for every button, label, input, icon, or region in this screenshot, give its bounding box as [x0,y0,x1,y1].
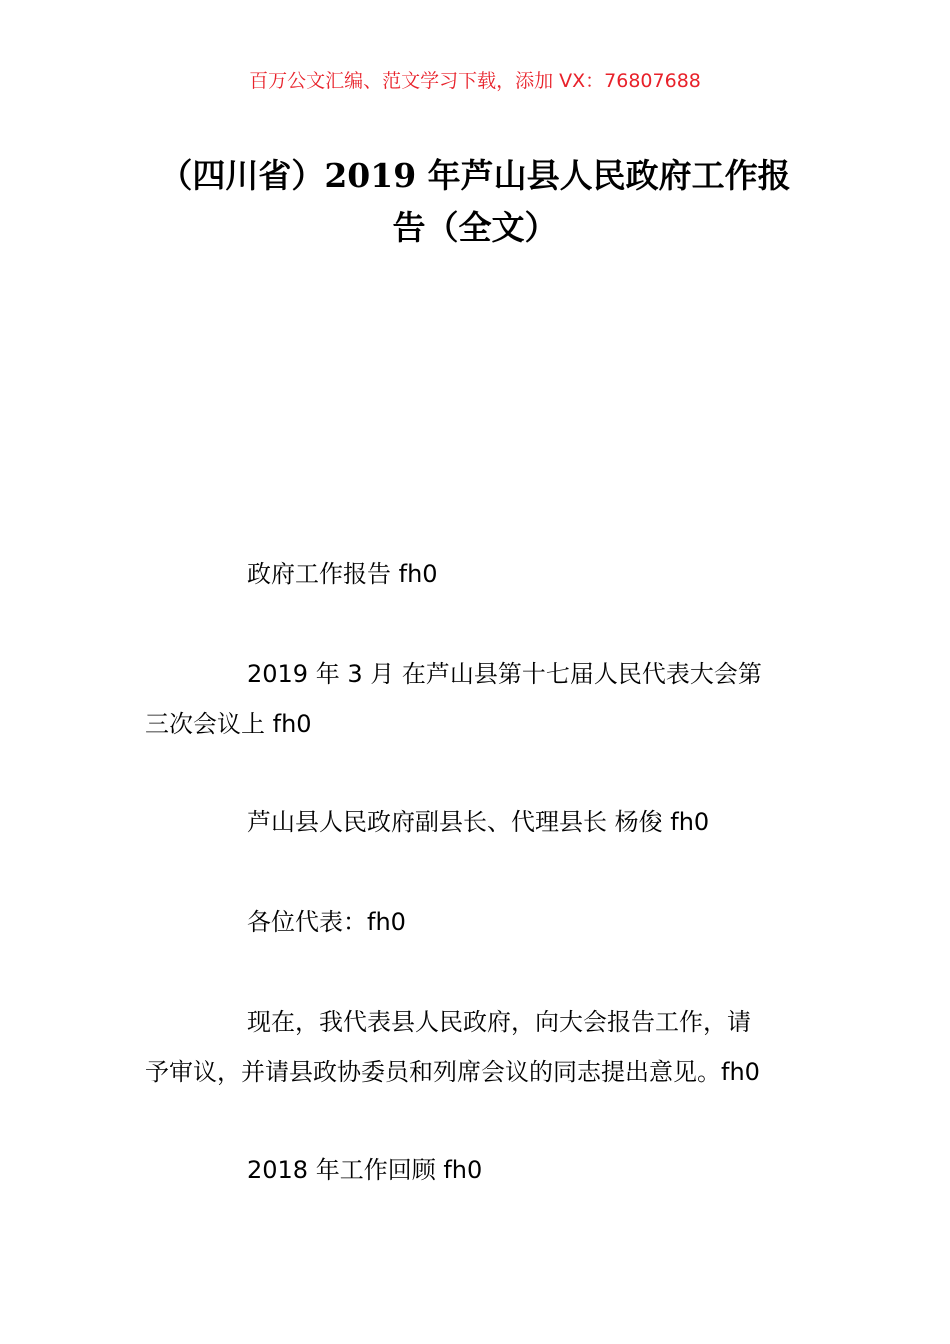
title-line-1: （四川省）2019 年芦山县人民政府工作报 [159,156,791,195]
header-note: 百万公文汇编、范文学习下载，添加 VX：76807688 [249,70,701,92]
paragraph-line: 现在，我代表县人民政府，向大会报告工作，请 [247,1008,751,1036]
paragraph-meeting-info [145,649,809,749]
title-line-2: 告（全文） [392,208,558,247]
paragraph-salutation [145,897,809,947]
paragraph-line: 三次会议上 fh0 [145,710,312,738]
paragraph-line: 芦山县人民政府副县长、代理县长 杨俊 fh0 [247,808,710,836]
paragraph-line: 2019 年 3 月 在芦山县第十七届人民代表大会第 [247,660,762,688]
paragraph-line: 予审议，并请县政协委员和列席会议的同志提出意见。fh0 [145,1058,760,1086]
paragraph-line: 2018 年工作回顾 fh0 [247,1156,483,1184]
paragraph-intro [145,997,809,1097]
page-title [135,150,815,254]
paragraph-report-heading [145,549,809,599]
paragraph-line: 政府工作报告 fh0 [247,560,438,588]
section-heading [145,1145,809,1195]
paragraph-line: 各位代表：fh0 [247,908,406,936]
paragraph-speaker [145,797,809,847]
